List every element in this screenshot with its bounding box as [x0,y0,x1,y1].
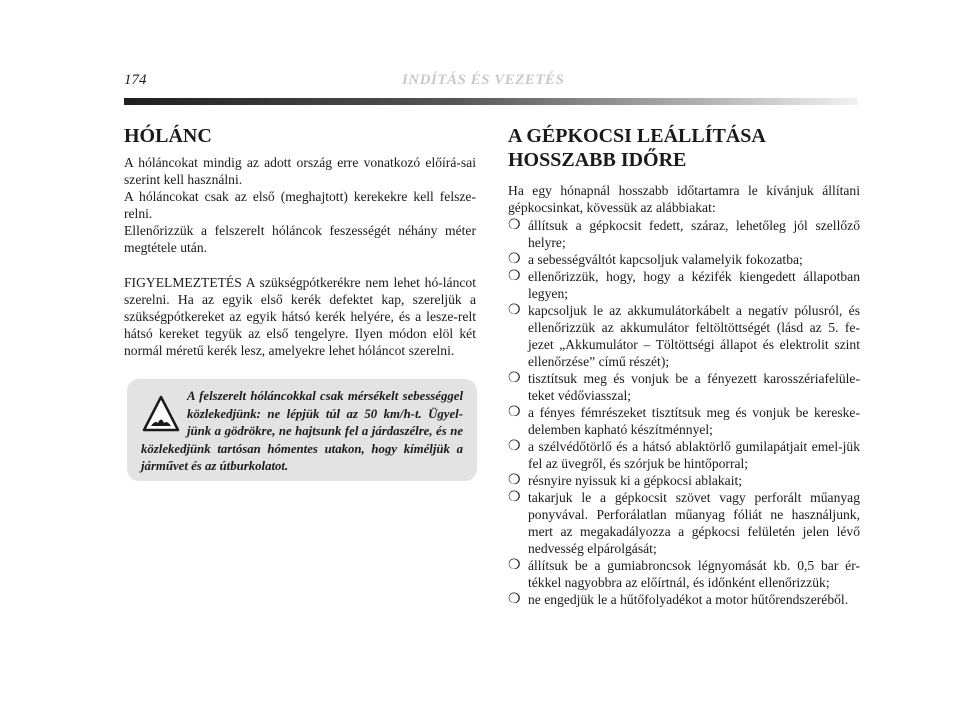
bullet-circle-icon: ❍ [508,558,521,573]
warning-triangle-icon [141,394,181,436]
bullet-circle-icon: ❍ [508,439,521,454]
storage-heading [508,124,860,172]
left-paragraph-2: A hóláncokat csak az első (meghajtott) kerekekre kell felsze-relni. [124,189,476,221]
callout-text: A felszerelt hóláncokkal csak mérsékelt sebességgel közlekedjünk: ne lépjük túl az 50 km/h-t. Ügyel-jünk a gödrökre, ne hajtsunk fel a járdaszélre, és ne közlekedjünk tartósan hómentes utakon, hogy kíméljük a járművet és az útburkolatot. [141,389,463,473]
bullet-circle-icon: ❍ [508,269,521,284]
bullet-circle-icon: ❍ [508,405,521,420]
bullet-circle-icon: ❍ [508,252,521,267]
list-item: ❍ résnyire nyissuk ki a gépkocsi ablakait; [508,473,743,488]
warning-paragraph: FIGYELMEZTETÉS A szükségpótkerékre nem lehet hó-láncot szerelni. Ha az egyik első kerék defektet kap, szereljük a szükségpótkereket az egyik hátsó kerék helyére, és a lesze-relt hátsó kereket tegyük az első tengelyre. Ilyen módon elöl két normál méretű kerék lesz, amelyekre lehet hóláncot szerelni. [124,275,476,358]
header-bar [124,98,858,105]
bullet-circle-icon: ❍ [508,303,521,318]
list-item: ❍ állítsuk be a gumiabroncsok légnyomását kb. 0,5 bar ér-tékkel nagyobbra az előírtnál, és időnként ellenőrizzük; [508,558,860,590]
section-title: INDÍTÁS ÉS VEZETÉS [402,72,565,88]
list-item: ❍ a sebességváltót kapcsoljuk valamelyik fokozatba; [508,252,803,267]
bullet-circle-icon: ❍ [508,371,521,386]
snow-chain-heading: HÓLÁNC [124,125,212,147]
list-item: ❍ a fényes fémrészeket tisztítsuk meg és vonjuk be kereske-delemben kapható készítménnyel; [508,405,860,437]
storage-checklist [508,217,860,608]
list-item: ❍ ellenőrizzük, hogy, hogy a kézifék kiengedett állapotban legyen; [508,269,860,301]
storage-intro: Ha egy hónapnál hosszabb időtartamra le kívánjuk állítani gépkocsinkat, kövessük az alábbiakat: [508,183,860,215]
warning-callout [127,379,477,481]
page-number: 174 [124,72,147,88]
list-item: ❍ a szélvédőtörlő és a hátsó ablaktörlő gumilapátjait emel-jük fel az üvegről, és szórjuk be hintőporral; [508,439,860,471]
list-item: ❍ állítsuk a gépkocsit fedett, száraz, lehetőleg jól szellőző helyre; [508,218,860,250]
left-paragraph-1: A hóláncokat mindig az adott ország erre vonatkozó előírá-sai szerint kell használni. [124,155,476,187]
bullet-circle-icon: ❍ [508,592,521,607]
bullet-circle-icon: ❍ [508,218,521,233]
list-item: ❍ kapcsoljuk le az akkumulátorkábelt a negatív pólusról, és ellenőrizzük az akkumulátor feltöltöttségét (lásd az 5. fe-jezet „Akkumulátor – Töltöttségi állapot és elektrolit szint ellenőrzése” című részét); [508,303,860,369]
list-item: ❍ ne engedjük le a hűtőfolyadékot a motor hűtőrendszeréből. [508,592,849,607]
list-item: ❍ tisztítsuk meg és vonjuk be a fényezett karosszériafelüle-teket védőviasszal; [508,371,860,403]
left-column [124,124,476,359]
right-column [508,124,860,608]
storage-heading-line1: A GÉPKOCSI LEÁLLÍTÁSA [508,125,766,147]
bullet-circle-icon: ❍ [508,490,521,505]
bullet-circle-icon: ❍ [508,473,521,488]
list-item: ❍ takarjuk le a gépkocsit szövet vagy perforált műanyag ponyvával. Perforálatlan műanyag fóliát ne használjunk, mert az megakadályozza a gépkocsi felületén jelen lévő nedvesség elpárolgását; [508,490,860,556]
storage-heading-line2: HOSSZABB IDŐRE [508,149,687,171]
left-paragraph-3: Ellenőrizzük a felszerelt hóláncok feszességét néhány méter megtétele után. [124,223,476,255]
